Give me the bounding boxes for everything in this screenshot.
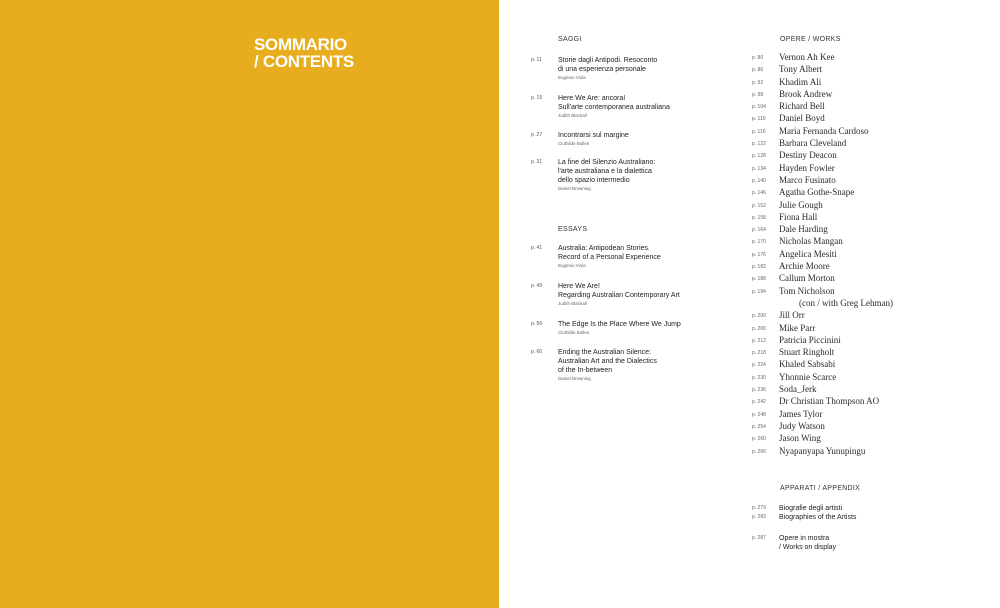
artist-name: Callum Morton: [779, 273, 835, 284]
page-number: p. 287: [752, 535, 766, 541]
artist-name: Archie Moore: [779, 261, 830, 272]
entry-title: Storie dagli Antipodi. Resoconto di una esperienza personale: [558, 57, 658, 73]
artist-name: Nyapanyapa Yunupingu: [779, 445, 866, 456]
artist-name: Richard Bell: [779, 101, 825, 112]
entry-title: Australia: Antipodean Stories. Record of a Personal Experience: [558, 245, 661, 261]
artist-name: Soda_Jerk: [779, 384, 817, 395]
page-number: p. 242: [752, 399, 766, 406]
page-number: p. 152: [752, 202, 766, 209]
title-line-1: SOMMARIO: [254, 35, 347, 54]
section-heading-essays: ESSAYS: [558, 226, 588, 233]
page-number: p. 104: [752, 104, 766, 111]
toc-entry[interactable]: [531, 131, 721, 147]
artist-name: Agatha Gothe-Snape: [779, 187, 855, 198]
page-title: [254, 36, 354, 70]
page-number: p. 236: [752, 387, 766, 394]
entry-title: Biografie degli artisti Biographies of the Artists: [779, 505, 857, 521]
page-number: p. 224: [752, 362, 766, 369]
appendix-entry[interactable]: [752, 534, 952, 552]
toc-entry[interactable]: [531, 158, 721, 192]
page-number: p. 279: [752, 505, 766, 511]
page-number: p. 140: [752, 177, 766, 184]
page-number: p. 170: [752, 239, 766, 246]
toc-entry[interactable]: [531, 244, 721, 269]
page-number: p. 60: [531, 349, 543, 355]
toc-entry[interactable]: [531, 56, 721, 81]
section-heading-saggi: SAGGI: [558, 36, 582, 43]
section-heading-works: OPERE / WORKS: [780, 36, 841, 43]
toc-entry[interactable]: [531, 282, 721, 307]
artist-name: Barbara Cleveland: [779, 138, 847, 149]
page-number: p. 266: [752, 448, 766, 455]
appendix-entry[interactable]: [752, 504, 952, 522]
artist-name: Dale Harding: [779, 224, 828, 235]
entry-title: Incontrarsi sul margine: [558, 132, 629, 139]
entry-author: Daniel Browning: [558, 376, 591, 381]
page-number: p. 260: [752, 436, 766, 443]
entry-author: Daniel Browning: [558, 186, 591, 191]
section-heading-appendix: APPARATI / APPENDIX: [780, 485, 861, 492]
page-number: p. 218: [752, 350, 766, 357]
artist-name: Destiny Deacon: [779, 150, 837, 161]
entry-title: Here We Are! Regarding Australian Contemporary Art: [558, 283, 680, 299]
artist-name: Patricia Piccinini: [779, 334, 841, 345]
page-number: p. 164: [752, 227, 766, 234]
entry-author: Judith Blackall: [558, 301, 587, 306]
entry-author: Clothilde Bullen: [558, 141, 590, 146]
page-number: p. 56: [531, 321, 543, 327]
artist-name: Yhonnie Scarce: [779, 371, 837, 382]
entry-author: Eugenio Viola: [558, 263, 586, 268]
page-number: p. 248: [752, 411, 766, 418]
page-number: p. 134: [752, 165, 766, 172]
page-number: p. 41: [531, 245, 543, 251]
page-number: p. 86: [752, 67, 764, 74]
page-number: p. 230: [752, 374, 766, 381]
page-number: p. 188: [752, 276, 766, 283]
page-number: p. 146: [752, 190, 766, 197]
artist-name: Jason Wing: [779, 433, 821, 444]
entry-author: Clothilde Bullen: [558, 330, 590, 335]
page-number: p. 283: [752, 514, 766, 520]
page-number: p. 206: [752, 325, 766, 332]
page-number: p. 19: [531, 95, 543, 101]
artist-name: Daniel Boyd: [779, 113, 825, 124]
page-number: p. 80: [752, 55, 764, 61]
entry-title: Ending the Australian Silence: Australian Art and the Dialectics of the In-between: [558, 349, 657, 374]
entry-title: La fine del Silenzio Australiano: l'arte australiana e la dialettica dello spazio intermedio: [558, 159, 656, 184]
page-number: p. 31: [531, 159, 543, 165]
artist-name: Jill Orr: [779, 310, 805, 321]
artist-name: Judy Watson: [779, 420, 825, 431]
artist-name: Brook Andrew: [779, 88, 833, 99]
page-number: p. 116: [752, 128, 766, 135]
artist-name: Hayden Fowler: [779, 162, 835, 173]
page-number: p. 92: [752, 79, 764, 86]
page-number: p. 122: [752, 141, 766, 148]
entry-title: The Edge Is the Place Where We Jump: [558, 321, 681, 328]
page-number: p. 49: [531, 283, 543, 289]
page-number: p. 182: [752, 264, 766, 271]
artist-name: Tom Nicholson: [779, 285, 835, 296]
artist-name: Nicholas Mangan: [779, 236, 843, 247]
page-number: p. 27: [531, 132, 543, 138]
toc-entry[interactable]: [531, 320, 721, 336]
page-number: p. 98: [752, 91, 764, 98]
toc-entry[interactable]: [531, 94, 721, 119]
artist-name: James Tylor: [779, 408, 823, 419]
artist-name: Julie Gough: [779, 199, 823, 210]
artist-name: Tony Albert: [779, 64, 823, 75]
artist-name: Maria Fernanda Cardoso: [779, 125, 869, 136]
yellow-panel: [0, 0, 499, 608]
page-number: p. 128: [752, 153, 766, 160]
page-number: p. 212: [752, 337, 766, 344]
page-number: p. 110: [752, 116, 766, 123]
title-line-2: / CONTENTS: [254, 52, 354, 71]
page-number: p. 11: [531, 57, 542, 63]
artist-name: Vernon Ah Kee: [779, 52, 835, 62]
artist-name: Marco Fusinato: [779, 174, 836, 185]
page-number: p. 176: [752, 251, 766, 258]
artist-name: Khadim Ali: [779, 76, 822, 87]
entry-title: Here We Are: ancoraI Sull'arte contemporanea australiana: [558, 95, 670, 111]
page-number: p. 194: [752, 288, 766, 295]
toc-entry[interactable]: [531, 348, 721, 382]
artist-name: (con / with Greg Lehman): [799, 297, 893, 308]
artist-name: Angelica Mesiti: [779, 248, 837, 259]
artist-name: Khaled Sabsabi: [779, 359, 836, 370]
artist-name: Fiona Hall: [779, 211, 818, 222]
entry-author: Judith Blackall: [558, 113, 587, 118]
entry-author: Eugenio Viola: [558, 75, 586, 80]
entry-title: Opere in mostra / Works on display: [779, 535, 837, 551]
page-number: p. 254: [752, 423, 766, 430]
artist-name: Stuart Ringholt: [779, 347, 835, 358]
page-number: p. 158: [752, 214, 766, 221]
page-number: p. 200: [752, 313, 766, 320]
artist-name: Mike Parr: [779, 322, 816, 333]
artist-name: Dr Christian Thompson AO: [779, 396, 880, 407]
